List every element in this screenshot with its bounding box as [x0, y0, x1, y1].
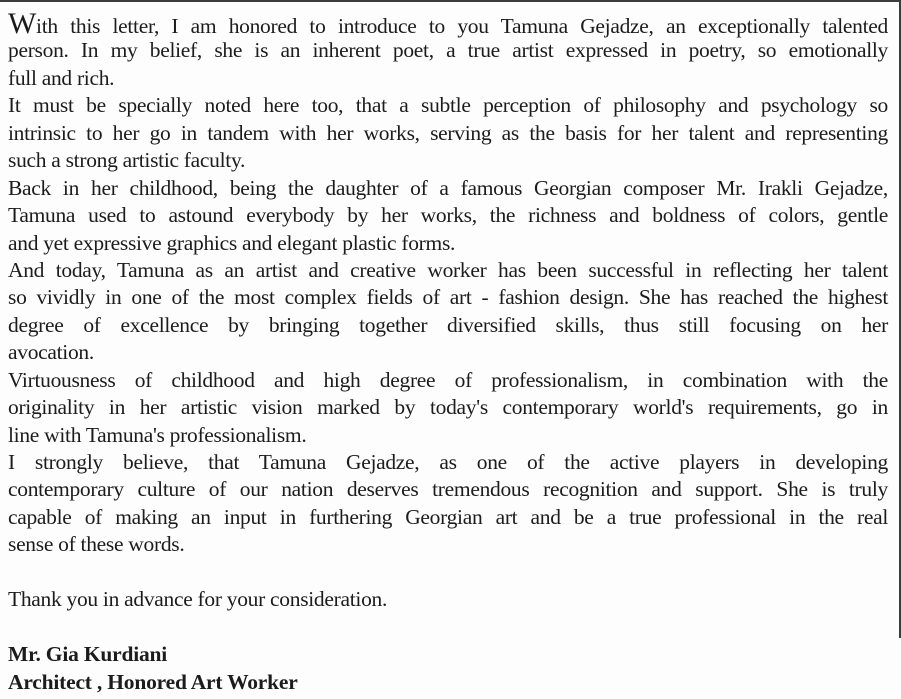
letter-line: degree of excellence by bringing together diversified skills, thus still focusing on her [8, 312, 888, 337]
letter-body [8, 7, 888, 696]
letter-line: Virtuousness of childhood and high degree of professionalism, in combination with the [8, 367, 888, 392]
letter-line: And today, Tamuna as an artist and creative worker has been successful in reflecting her talent [8, 257, 888, 282]
letter-line: It must be specially noted here too, that a subtle perception of philosophy and psychology so [8, 93, 888, 118]
letter-line: contemporary culture of our nation deserves tremendous recognition and support. She is truly [8, 477, 888, 502]
letter-line: full and rich. [8, 65, 115, 90]
scan-edge-top [0, 0, 901, 2]
letter-line: so vividly in one of the most complex fields of art - fashion design. She has reached the highest [8, 285, 888, 310]
letter-line: I strongly believe, that Tamuna Gejadze, as one of the active players in developing [8, 450, 888, 474]
letter-line: Thank you in advance for your consideration. [8, 587, 388, 612]
letter-line: With this letter, I am honored to introduce to you Tamuna Gejadze, an exceptionally talented [8, 7, 888, 40]
blank-line [8, 559, 888, 586]
letter-line: capable of making an input in furthering Georgian art and be a true professional in the real [8, 504, 888, 529]
letter-line: such a strong artistic faculty. [8, 148, 246, 173]
blank-line [8, 614, 888, 641]
letter-line: originality in her artistic vision marked by today's contemporary world's requirements, go in [8, 395, 888, 420]
letter-line: line with Tamuna's professionalism. [8, 422, 307, 447]
letter-line: Tamuna used to astound everybody by her works, the richness and boldness of colors, gentle [8, 203, 888, 228]
letter-line: Architect , Honored Art Worker [8, 669, 298, 694]
letter-line: Mr. Gia Kurdiani [8, 642, 168, 667]
letter-line: avocation. [8, 340, 94, 365]
letter-line: intrinsic to her go in tandem with her works, serving as the basis for her talent and representing [8, 120, 888, 145]
letter-line: and yet expressive graphics and elegant plastic forms. [8, 230, 456, 255]
letter-line: person. In my belief, she is an inherent poet, a true artist expressed in poetry, so emotionally [8, 38, 888, 63]
letter-line: sense of these words. [8, 532, 185, 557]
letter-line: Back in her childhood, being the daughter of a famous Georgian composer Mr. Irakli Gejadze, [8, 175, 888, 200]
initial-capital: W [8, 7, 37, 40]
